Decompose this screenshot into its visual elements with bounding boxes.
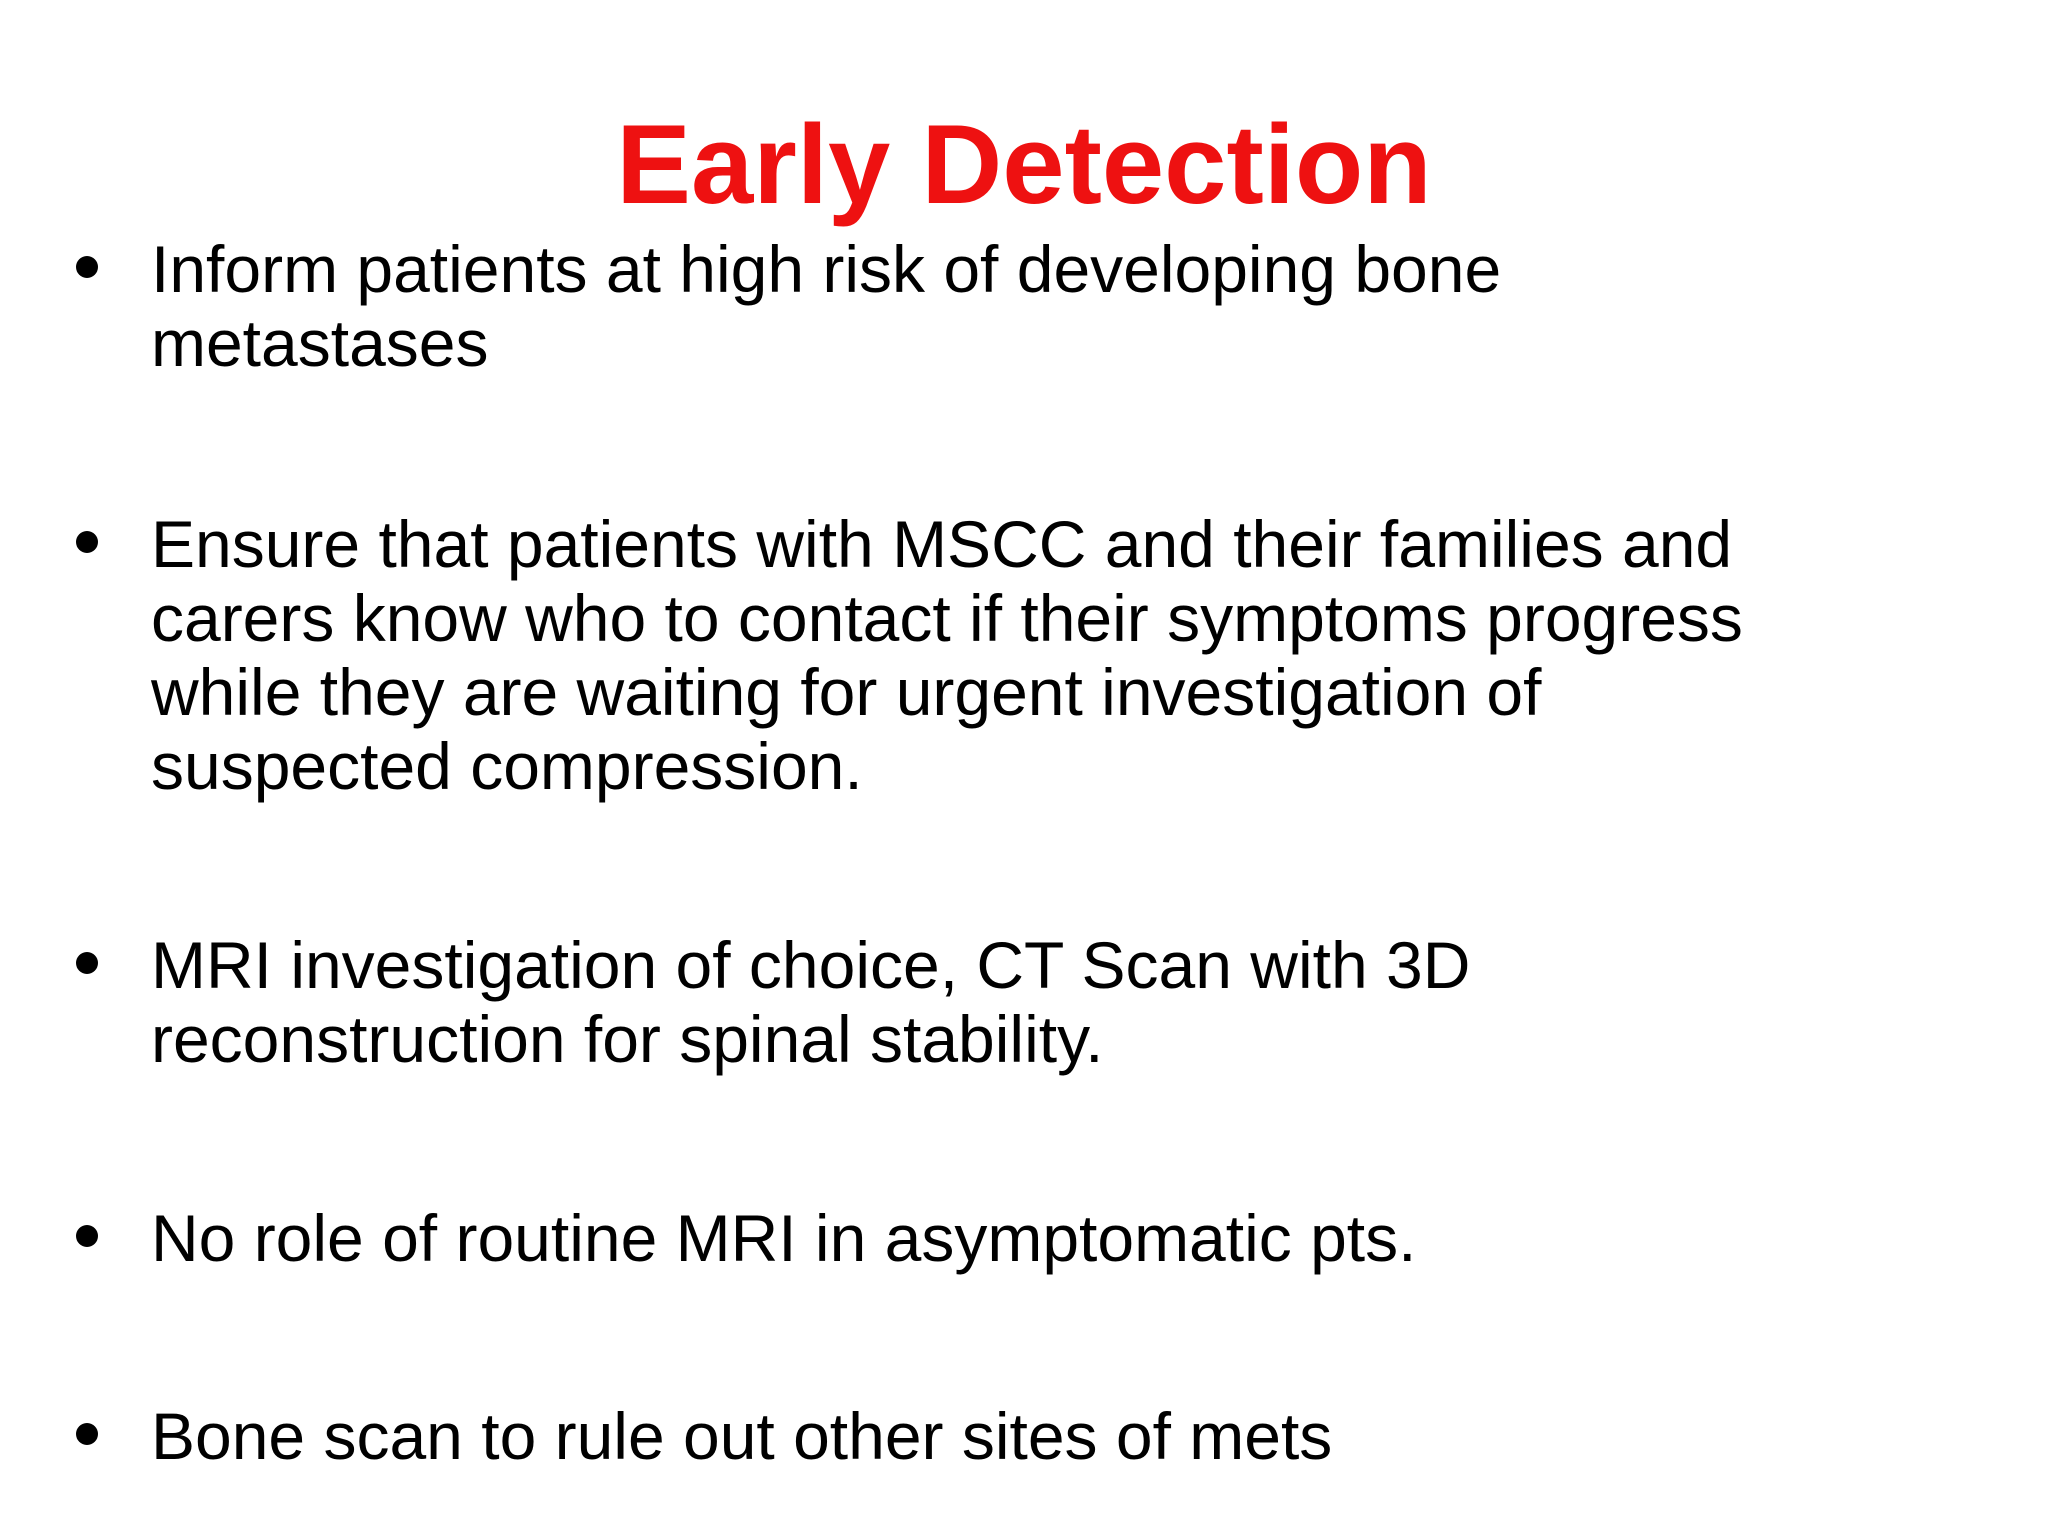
bullet-point-icon bbox=[76, 1423, 98, 1445]
bullet-text: Ensure that patients with MSCC and their families and carers know who to contact if their symptoms progress while they are waiting for urgent investigation of suspected compression. bbox=[151, 507, 1743, 803]
bullet-point-icon bbox=[76, 531, 98, 553]
slide-title: Early Detection bbox=[616, 102, 1432, 227]
bullet-text: MRI investigation of choice, CT Scan with 3D reconstruction for spinal stability. bbox=[151, 928, 1471, 1076]
bullet-text: Inform patients at high risk of developing bone metastases bbox=[151, 232, 1502, 380]
bullet-point-icon bbox=[76, 952, 98, 974]
bullet-text: No role of routine MRI in asymptomatic pts. bbox=[151, 1201, 1417, 1275]
bullet-point-icon bbox=[76, 1225, 98, 1247]
bullet-point-icon bbox=[76, 256, 98, 278]
bullet-text: Bone scan to rule out other sites of mets bbox=[151, 1399, 1333, 1473]
